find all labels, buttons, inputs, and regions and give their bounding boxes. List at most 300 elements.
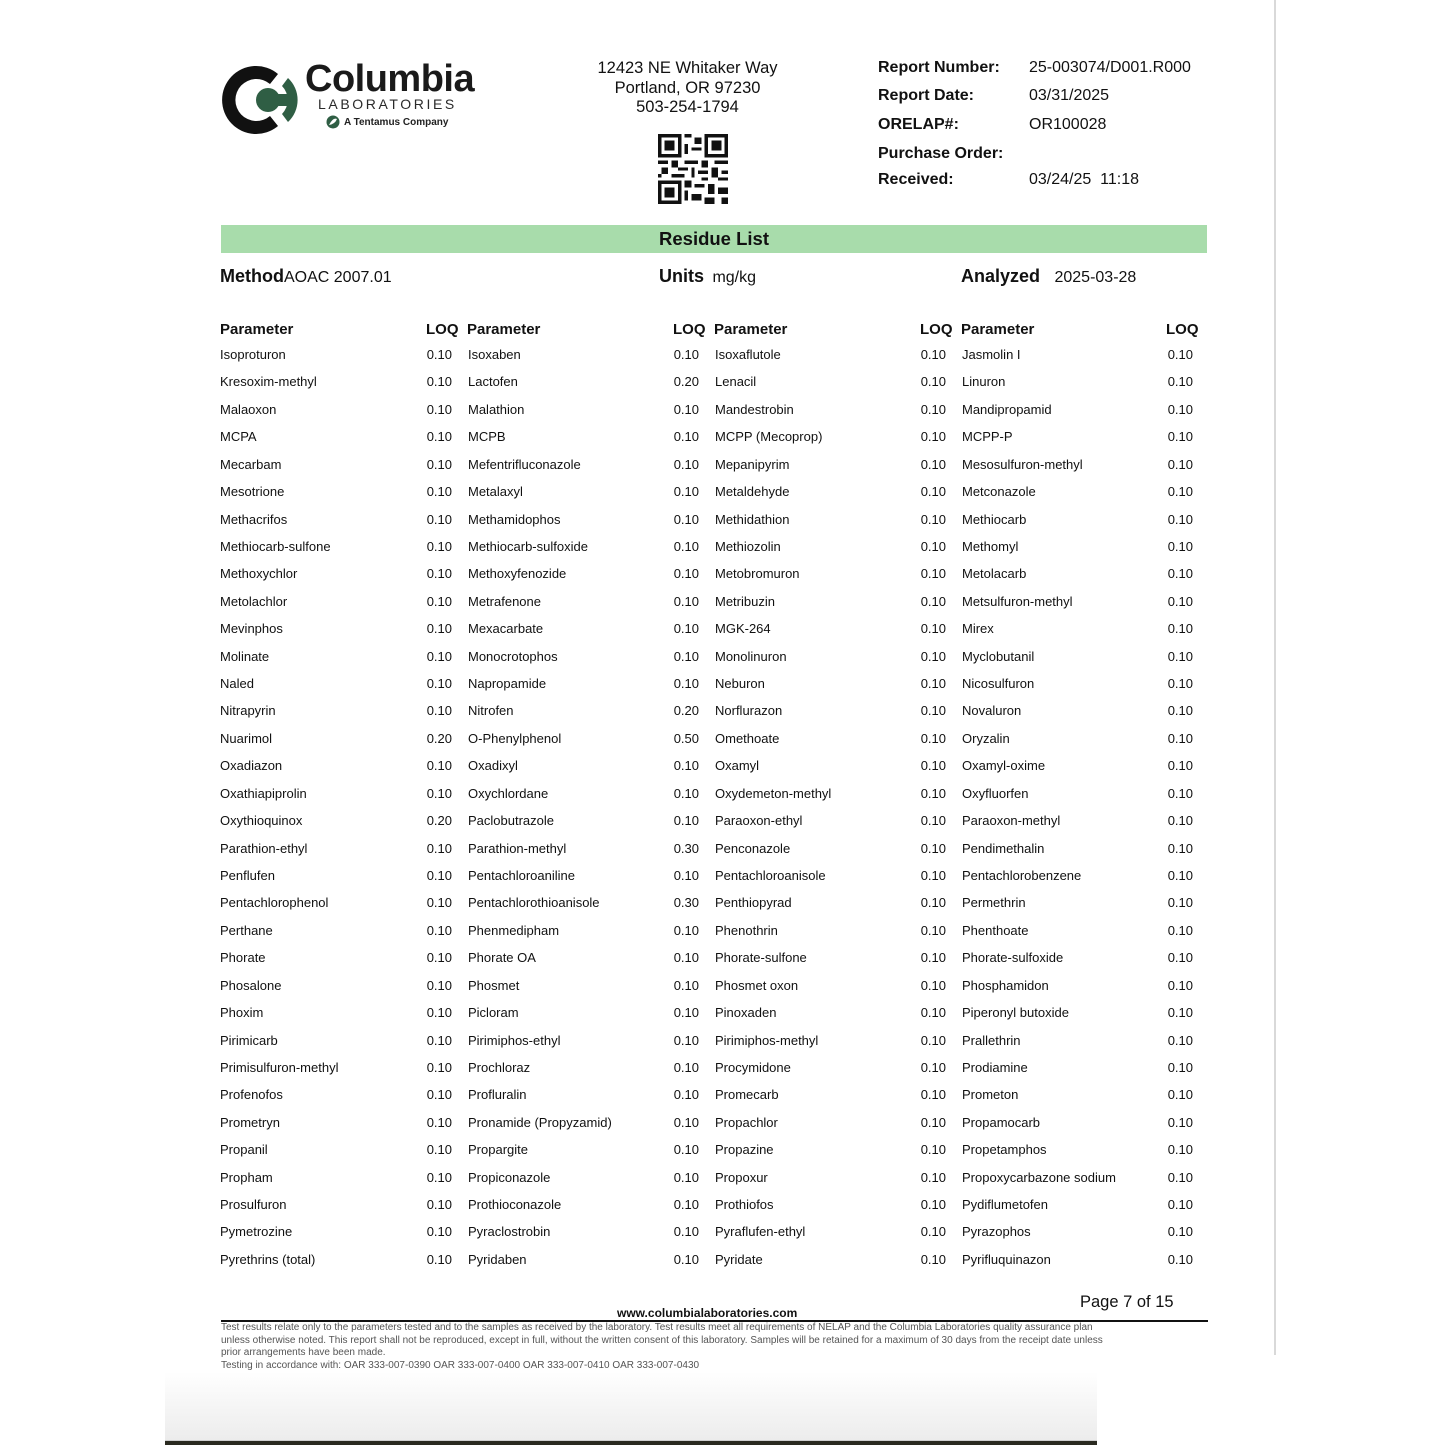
parameter-name: Oryzalin xyxy=(962,730,1010,746)
analyzed-label: Analyzed xyxy=(961,266,1041,286)
loq-value: 0.10 xyxy=(920,511,946,527)
loq-value: 0.10 xyxy=(1167,456,1193,472)
loq-value: 0.10 xyxy=(920,1251,946,1267)
parameter-name: Prosulfuron xyxy=(220,1197,287,1213)
parameter-name: Pentachloroaniline xyxy=(468,867,575,883)
disclaimer-line-3: prior arrangements have been made. xyxy=(221,1347,386,1359)
qr-code-icon[interactable] xyxy=(658,134,728,204)
loq-value: 0.10 xyxy=(426,1197,452,1213)
parameter-name: Propham xyxy=(220,1169,273,1185)
loq-value: 0.10 xyxy=(920,840,946,856)
parameter-name: Mandipropamid xyxy=(962,401,1052,417)
loq-value: 0.10 xyxy=(426,840,452,856)
parameter-name: Norflurazon xyxy=(715,703,783,719)
parameter-name: Methamidophos xyxy=(468,511,561,527)
report-date-value: 03/31/2025 xyxy=(1029,87,1110,104)
loq-value: 0.10 xyxy=(920,1197,946,1213)
loq-value: 0.10 xyxy=(1167,484,1193,500)
loq-value: 0.30 xyxy=(673,840,699,856)
parameter-name: Methacrifos xyxy=(220,511,288,527)
parameter-name: Mexacarbate xyxy=(468,621,544,637)
loq-value: 0.10 xyxy=(426,1005,452,1021)
parameter-header-4: Parameter xyxy=(961,321,1035,338)
loq-value: 0.10 xyxy=(1167,758,1193,774)
address-street: 12423 NE Whitaker Way xyxy=(597,59,778,77)
loq-header-2: LOQ xyxy=(673,321,706,338)
loq-value: 0.10 xyxy=(673,922,699,938)
report-number-label: Report Number: xyxy=(878,59,1000,76)
loq-value: 0.10 xyxy=(1167,538,1193,554)
loq-value: 0.10 xyxy=(426,566,452,582)
loq-value: 0.10 xyxy=(673,621,699,637)
testing-standards: Testing in accordance with: OAR 333-007-0390 OAR 333-007-0400 OAR 333-007-0410 OAR 333-007-0430 xyxy=(221,1359,700,1371)
parameter-name: Propazine xyxy=(715,1142,774,1158)
parameter-name: Pyrethrins (total) xyxy=(220,1251,316,1267)
loq-value: 0.10 xyxy=(920,1142,946,1158)
parameter-name: Pirimiphos-ethyl xyxy=(468,1032,561,1048)
parameter-name: Pyraclostrobin xyxy=(468,1224,551,1240)
loq-value: 0.10 xyxy=(1167,648,1193,664)
parameter-name: Oxyfluorfen xyxy=(962,785,1029,801)
parameter-name: MGK-264 xyxy=(715,621,771,637)
section-title-banner: Residue List xyxy=(221,225,1207,253)
parameter-name: Pendimethalin xyxy=(962,840,1045,856)
parameter-name: Propargite xyxy=(468,1142,528,1158)
viewer-bottom-strip xyxy=(165,1441,1097,1445)
loq-value: 0.10 xyxy=(920,1059,946,1075)
parameter-name: Methoxyfenozide xyxy=(468,566,567,582)
parameter-name: Jasmolin I xyxy=(962,347,1021,362)
report-number-value: 25-003074/D001.R000 xyxy=(1029,59,1191,76)
parameter-name: Pyraflufen-ethyl xyxy=(715,1224,806,1240)
parameter-name: Methoxychlor xyxy=(220,566,298,582)
loq-value: 0.10 xyxy=(1167,429,1193,445)
parameter-name: Phosmet xyxy=(468,977,520,993)
loq-value: 0.10 xyxy=(1167,1197,1193,1213)
loq-value: 0.10 xyxy=(673,566,699,582)
parameter-header-3: Parameter xyxy=(714,321,788,338)
parameter-name: Oxadiazon xyxy=(220,758,283,774)
parameter-name: Pentachlorophenol xyxy=(220,895,329,911)
parameter-name: Propiconazole xyxy=(468,1169,551,1185)
loq-value: 0.10 xyxy=(426,429,452,445)
loq-value: 0.10 xyxy=(426,977,452,993)
loq-value: 0.10 xyxy=(673,813,699,829)
loq-value: 0.10 xyxy=(673,1114,699,1130)
loq-value: 0.10 xyxy=(920,374,946,390)
loq-value: 0.10 xyxy=(1167,730,1193,746)
logo-wordmark: Columbia xyxy=(305,58,475,100)
loq-value: 0.10 xyxy=(673,1142,699,1158)
loq-value: 0.10 xyxy=(426,1224,452,1240)
loq-value: 0.10 xyxy=(1167,1224,1193,1240)
loq-value: 0.10 xyxy=(673,1251,699,1267)
loq-value: 0.10 xyxy=(920,785,946,801)
loq-value: 0.10 xyxy=(920,648,946,664)
loq-value: 0.10 xyxy=(426,1059,452,1075)
parameter-name: Phorate-sulfoxide xyxy=(962,950,1064,966)
loq-value: 0.10 xyxy=(673,1005,699,1021)
loq-value: 0.10 xyxy=(673,977,699,993)
parameter-name: Propachlor xyxy=(715,1114,778,1130)
footer-disclaimer xyxy=(221,1322,1211,1372)
loq-value: 0.10 xyxy=(920,758,946,774)
parameter-name: Phorate OA xyxy=(468,950,536,966)
loq-value: 0.20 xyxy=(673,703,699,719)
parameter-name: Prothioconazole xyxy=(468,1197,562,1213)
loq-value: 0.10 xyxy=(426,1087,452,1103)
parameter-name: Pirimicarb xyxy=(220,1032,278,1048)
loq-value: 0.10 xyxy=(920,813,946,829)
parameter-name: Nicosulfuron xyxy=(962,676,1035,692)
parameter-name: Phorate-sulfone xyxy=(715,950,807,966)
parameter-name: Oxamyl xyxy=(715,758,760,774)
loq-value: 0.10 xyxy=(920,867,946,883)
loq-value: 0.10 xyxy=(426,538,452,554)
website-link[interactable]: www.columbialaboratories.com xyxy=(617,1306,798,1320)
parameter-name: Piperonyl butoxide xyxy=(962,1005,1069,1021)
loq-value: 0.10 xyxy=(426,347,452,362)
loq-value: 0.10 xyxy=(426,867,452,883)
parameter-header-1: Parameter xyxy=(220,321,294,338)
loq-value: 0.10 xyxy=(1167,347,1193,362)
orelap-value: OR100028 xyxy=(1029,116,1107,133)
parameter-name: Metolacarb xyxy=(962,566,1027,582)
parameter-name: Penconazole xyxy=(715,840,791,856)
loq-value: 0.10 xyxy=(673,1224,699,1240)
parameter-name: Napropamide xyxy=(468,676,547,692)
loq-value: 0.10 xyxy=(920,922,946,938)
logo-subtitle: LABORATORIES xyxy=(318,96,457,112)
parameter-name: Metribuzin xyxy=(715,593,775,609)
loq-value: 0.10 xyxy=(426,456,452,472)
loq-value: 0.10 xyxy=(920,621,946,637)
loq-value: 0.10 xyxy=(920,1087,946,1103)
loq-value: 0.10 xyxy=(426,1251,452,1267)
parameter-name: Promecarb xyxy=(715,1087,779,1103)
logo-tagline: A Tentamus Company xyxy=(344,117,449,128)
loq-value: 0.10 xyxy=(673,1087,699,1103)
parameter-name: Paraoxon-methyl xyxy=(962,813,1061,829)
parameter-name: Monolinuron xyxy=(715,648,787,664)
parameter-name: Pronamide (Propyzamid) xyxy=(468,1114,612,1130)
loq-value: 0.10 xyxy=(673,511,699,527)
parameter-name: Pentachlorothioanisole xyxy=(468,895,600,911)
parameter-name: Neburon xyxy=(715,676,765,692)
loq-value: 0.10 xyxy=(1167,1169,1193,1185)
parameter-name: Mirex xyxy=(962,621,994,637)
columbia-logo-icon xyxy=(222,60,304,140)
parameter-name: Molinate xyxy=(220,648,270,664)
parameter-name: Mesosulfuron-methyl xyxy=(962,456,1083,472)
loq-value: 0.10 xyxy=(426,950,452,966)
parameter-name: Profluralin xyxy=(468,1087,527,1103)
parameter-name: Isoxaflutole xyxy=(715,347,781,362)
parameter-name: Paraoxon-ethyl xyxy=(715,813,803,829)
parameter-name: Isoproturon xyxy=(220,347,286,362)
loq-value: 0.10 xyxy=(426,1142,452,1158)
parameter-name: Lenacil xyxy=(715,374,757,390)
parameter-name: Methiozolin xyxy=(715,538,781,554)
loq-value: 0.10 xyxy=(426,895,452,911)
loq-value: 0.10 xyxy=(426,676,452,692)
parameter-name: Penthiopyrad xyxy=(715,895,792,911)
parameter-name: Prodiamine xyxy=(962,1059,1028,1075)
parameter-name: Oxychlordane xyxy=(468,785,549,801)
units-value: mg/kg xyxy=(712,269,757,286)
orelap-label: ORELAP#: xyxy=(878,116,959,133)
loq-value: 0.10 xyxy=(1167,593,1193,609)
parameter-name: Mevinphos xyxy=(220,621,283,637)
loq-value: 0.10 xyxy=(673,1059,699,1075)
parameter-name: Oxathiapiprolin xyxy=(220,785,307,801)
loq-value: 0.10 xyxy=(920,730,946,746)
loq-value: 0.10 xyxy=(1167,621,1193,637)
parameter-name: Pentachloroanisole xyxy=(715,867,826,883)
loq-value: 0.10 xyxy=(1167,1251,1193,1267)
parameter-name: Phenothrin xyxy=(715,922,778,938)
parameter-name: Lactofen xyxy=(468,374,518,390)
viewer-bottom-shade xyxy=(165,1372,1097,1442)
loq-value: 0.10 xyxy=(673,785,699,801)
parameter-name: MCPP-P xyxy=(962,429,1013,445)
parameter-name: Pymetrozine xyxy=(220,1224,293,1240)
parameter-name: Prochloraz xyxy=(468,1059,531,1075)
loq-value: 0.10 xyxy=(1167,840,1193,856)
loq-value: 0.10 xyxy=(1167,374,1193,390)
parameter-name: Phenthoate xyxy=(962,922,1029,938)
units-label: Units xyxy=(659,266,704,286)
parameter-name: Pinoxaden xyxy=(715,1005,777,1021)
parameter-name: Pyrazophos xyxy=(962,1224,1031,1240)
parameter-name: Parathion-ethyl xyxy=(220,840,308,856)
disclaimer-line-1: Test results relate only to the parameters tested and to the samples as received by the laboratory. Test results meet all requirements of NELAP and the Columbia Laboratories quality assurance plan xyxy=(221,1322,1093,1333)
loq-value: 0.10 xyxy=(426,621,452,637)
parameter-name: Profenofos xyxy=(220,1087,283,1103)
page-number: Page 7 of 15 xyxy=(1080,1293,1174,1311)
parameter-name: Methidathion xyxy=(715,511,790,527)
loq-value: 0.10 xyxy=(1167,1005,1193,1021)
loq-value: 0.10 xyxy=(426,374,452,390)
loq-value: 0.10 xyxy=(426,484,452,500)
address-phone: 503-254-1794 xyxy=(636,98,739,116)
report-date-label: Report Date: xyxy=(878,87,975,104)
loq-value: 0.10 xyxy=(426,511,452,527)
loq-value: 0.10 xyxy=(920,1005,946,1021)
disclaimer-line-2: unless otherwise noted. This report shall not be reproduced, except in full, without the written consent of this laboratory. Samples will be retained for a maximum of 30 days from the receipt date unless xyxy=(221,1334,1103,1346)
loq-value: 0.10 xyxy=(1167,867,1193,883)
parameter-name: Perthane xyxy=(220,922,273,938)
parameter-name: Nitrapyrin xyxy=(220,703,276,719)
parameter-name: Parathion-methyl xyxy=(468,840,567,856)
parameter-name: Pydiflumetofen xyxy=(962,1197,1048,1213)
parameter-name: Oxadixyl xyxy=(468,758,518,774)
loq-value: 0.10 xyxy=(920,1032,946,1048)
loq-value: 0.10 xyxy=(1167,1059,1193,1075)
parameter-name: Myclobutanil xyxy=(962,648,1035,664)
loq-value: 0.10 xyxy=(426,758,452,774)
loq-value: 0.10 xyxy=(673,950,699,966)
parameter-name: Propoxycarbazone sodium xyxy=(962,1169,1116,1185)
parameter-name: MCPA xyxy=(220,429,257,445)
loq-value: 0.10 xyxy=(920,456,946,472)
parameter-name: Paclobutrazole xyxy=(468,813,554,829)
parameter-name: Prothiofos xyxy=(715,1197,774,1213)
loq-value: 0.10 xyxy=(673,347,699,362)
parameter-name: Mandestrobin xyxy=(715,401,794,417)
received-label: Received: xyxy=(878,171,954,188)
parameter-name: Omethoate xyxy=(715,730,780,746)
parameter-header-2: Parameter xyxy=(467,321,541,338)
parameter-name: MCPB xyxy=(468,429,506,445)
loq-value: 0.10 xyxy=(1167,1142,1193,1158)
method-info xyxy=(220,266,392,287)
parameter-name: Prallethrin xyxy=(962,1032,1021,1048)
parameter-name: Phorate xyxy=(220,950,266,966)
parameter-name: Primisulfuron-methyl xyxy=(220,1059,339,1075)
parameter-name: Oxamyl-oxime xyxy=(962,758,1046,774)
parameter-name: Phosphamidon xyxy=(962,977,1049,993)
loq-value: 0.10 xyxy=(673,429,699,445)
loq-header-1: LOQ xyxy=(426,321,459,338)
loq-value: 0.10 xyxy=(1167,703,1193,719)
parameter-name: Procymidone xyxy=(715,1059,791,1075)
loq-value: 0.10 xyxy=(920,1114,946,1130)
parameter-name: Propanil xyxy=(220,1142,268,1158)
parameter-name: Propetamphos xyxy=(962,1142,1047,1158)
loq-value: 0.10 xyxy=(920,401,946,417)
loq-value: 0.10 xyxy=(1167,511,1193,527)
parameter-name: Penflufen xyxy=(220,867,275,883)
parameter-name: Metsulfuron-methyl xyxy=(962,593,1073,609)
loq-value: 0.30 xyxy=(673,895,699,911)
loq-value: 0.10 xyxy=(1167,895,1193,911)
parameter-name: Malaoxon xyxy=(220,401,277,417)
parameter-name: Mepanipyrim xyxy=(715,456,790,472)
loq-value: 0.10 xyxy=(920,1169,946,1185)
method-value: AOAC 2007.01 xyxy=(283,269,392,286)
loq-header-4: LOQ xyxy=(1166,321,1199,338)
parameter-name: Picloram xyxy=(468,1005,519,1021)
loq-value: 0.10 xyxy=(920,593,946,609)
loq-value: 0.10 xyxy=(673,593,699,609)
loq-value: 0.10 xyxy=(920,429,946,445)
loq-value: 0.10 xyxy=(920,950,946,966)
loq-value: 0.10 xyxy=(920,484,946,500)
loq-value: 0.10 xyxy=(1167,813,1193,829)
parameter-name: Oxydemeton-methyl xyxy=(715,785,832,801)
loq-header-3: LOQ xyxy=(920,321,953,338)
parameter-name: Permethrin xyxy=(962,895,1026,911)
loq-value: 0.10 xyxy=(1167,785,1193,801)
loq-value: 0.10 xyxy=(1167,676,1193,692)
parameter-name: Malathion xyxy=(468,401,525,417)
loq-value: 0.10 xyxy=(673,1169,699,1185)
units-info xyxy=(659,266,756,287)
loq-value: 0.10 xyxy=(673,456,699,472)
parameter-name: O-Phenylphenol xyxy=(468,730,562,746)
loq-value: 0.10 xyxy=(920,977,946,993)
parameter-name: Mecarbam xyxy=(220,456,282,472)
parameter-name: Metconazole xyxy=(962,484,1036,500)
loq-value: 0.20 xyxy=(426,730,452,746)
page-edge-divider xyxy=(1274,0,1276,1355)
parameter-name: Pyridate xyxy=(715,1251,763,1267)
parameter-name: Kresoxim-methyl xyxy=(220,374,317,390)
loq-value: 0.10 xyxy=(1167,566,1193,582)
parameter-name: Phenmedipham xyxy=(468,922,560,938)
loq-value: 0.10 xyxy=(920,347,946,362)
loq-value: 0.10 xyxy=(673,1197,699,1213)
tentamus-leaf-icon xyxy=(326,115,340,129)
parameter-name: Methiocarb-sulfone xyxy=(220,538,331,554)
loq-value: 0.10 xyxy=(426,401,452,417)
loq-value: 0.10 xyxy=(426,1114,452,1130)
loq-value: 0.10 xyxy=(1167,1087,1193,1103)
loq-value: 0.10 xyxy=(673,538,699,554)
loq-value: 0.10 xyxy=(1167,922,1193,938)
parameter-name: Methiocarb-sulfoxide xyxy=(468,538,588,554)
parameter-name: Methiocarb xyxy=(962,511,1027,527)
analyzed-info xyxy=(961,266,1136,287)
loq-value: 0.10 xyxy=(673,676,699,692)
parameter-name: Propoxur xyxy=(715,1169,768,1185)
loq-value: 0.10 xyxy=(426,1169,452,1185)
parameter-name: Novaluron xyxy=(962,703,1022,719)
parameter-name: Propamocarb xyxy=(962,1114,1041,1130)
parameter-name: Mesotrione xyxy=(220,484,285,500)
loq-value: 0.10 xyxy=(920,895,946,911)
loq-value: 0.10 xyxy=(673,1032,699,1048)
parameter-name: Monocrotophos xyxy=(468,648,558,664)
loq-value: 0.10 xyxy=(673,484,699,500)
parameter-name: Nuarimol xyxy=(220,730,273,746)
parameter-name: Pirimiphos-methyl xyxy=(715,1032,819,1048)
parameter-name: Pentachlorobenzene xyxy=(962,867,1082,883)
parameter-name: Naled xyxy=(220,676,254,692)
parameter-name: Metrafenone xyxy=(468,593,541,609)
loq-value: 0.10 xyxy=(1167,1114,1193,1130)
loq-value: 0.10 xyxy=(426,922,452,938)
parameter-name: Metolachlor xyxy=(220,593,288,609)
parameter-name: Nitrofen xyxy=(468,703,514,719)
loq-value: 0.10 xyxy=(426,1032,452,1048)
parameter-name: Metalaxyl xyxy=(468,484,523,500)
parameter-name: Phosalone xyxy=(220,977,282,993)
parameter-name: Oxythioquinox xyxy=(220,813,303,829)
analyzed-value: 2025-03-28 xyxy=(1054,269,1137,286)
parameter-name: Linuron xyxy=(962,374,1006,390)
loq-value: 0.10 xyxy=(426,703,452,719)
parameter-name: Metaldehyde xyxy=(715,484,790,500)
received-value: 03/24/25 11:18 xyxy=(1029,171,1140,188)
loq-value: 0.10 xyxy=(920,703,946,719)
method-label: Method xyxy=(220,266,284,286)
parameter-name: Pyridaben xyxy=(468,1251,527,1267)
parameter-name: Methomyl xyxy=(962,538,1019,554)
loq-value: 0.20 xyxy=(426,813,452,829)
loq-value: 0.10 xyxy=(673,648,699,664)
loq-value: 0.10 xyxy=(426,593,452,609)
purchase-order-label: Purchase Order: xyxy=(878,145,1004,162)
loq-value: 0.10 xyxy=(920,676,946,692)
parameter-name: Metobromuron xyxy=(715,566,800,582)
parameter-name: Prometryn xyxy=(220,1114,280,1130)
lab-address xyxy=(560,59,815,118)
loq-value: 0.10 xyxy=(673,758,699,774)
loq-value: 0.10 xyxy=(1167,977,1193,993)
loq-value: 0.10 xyxy=(920,538,946,554)
